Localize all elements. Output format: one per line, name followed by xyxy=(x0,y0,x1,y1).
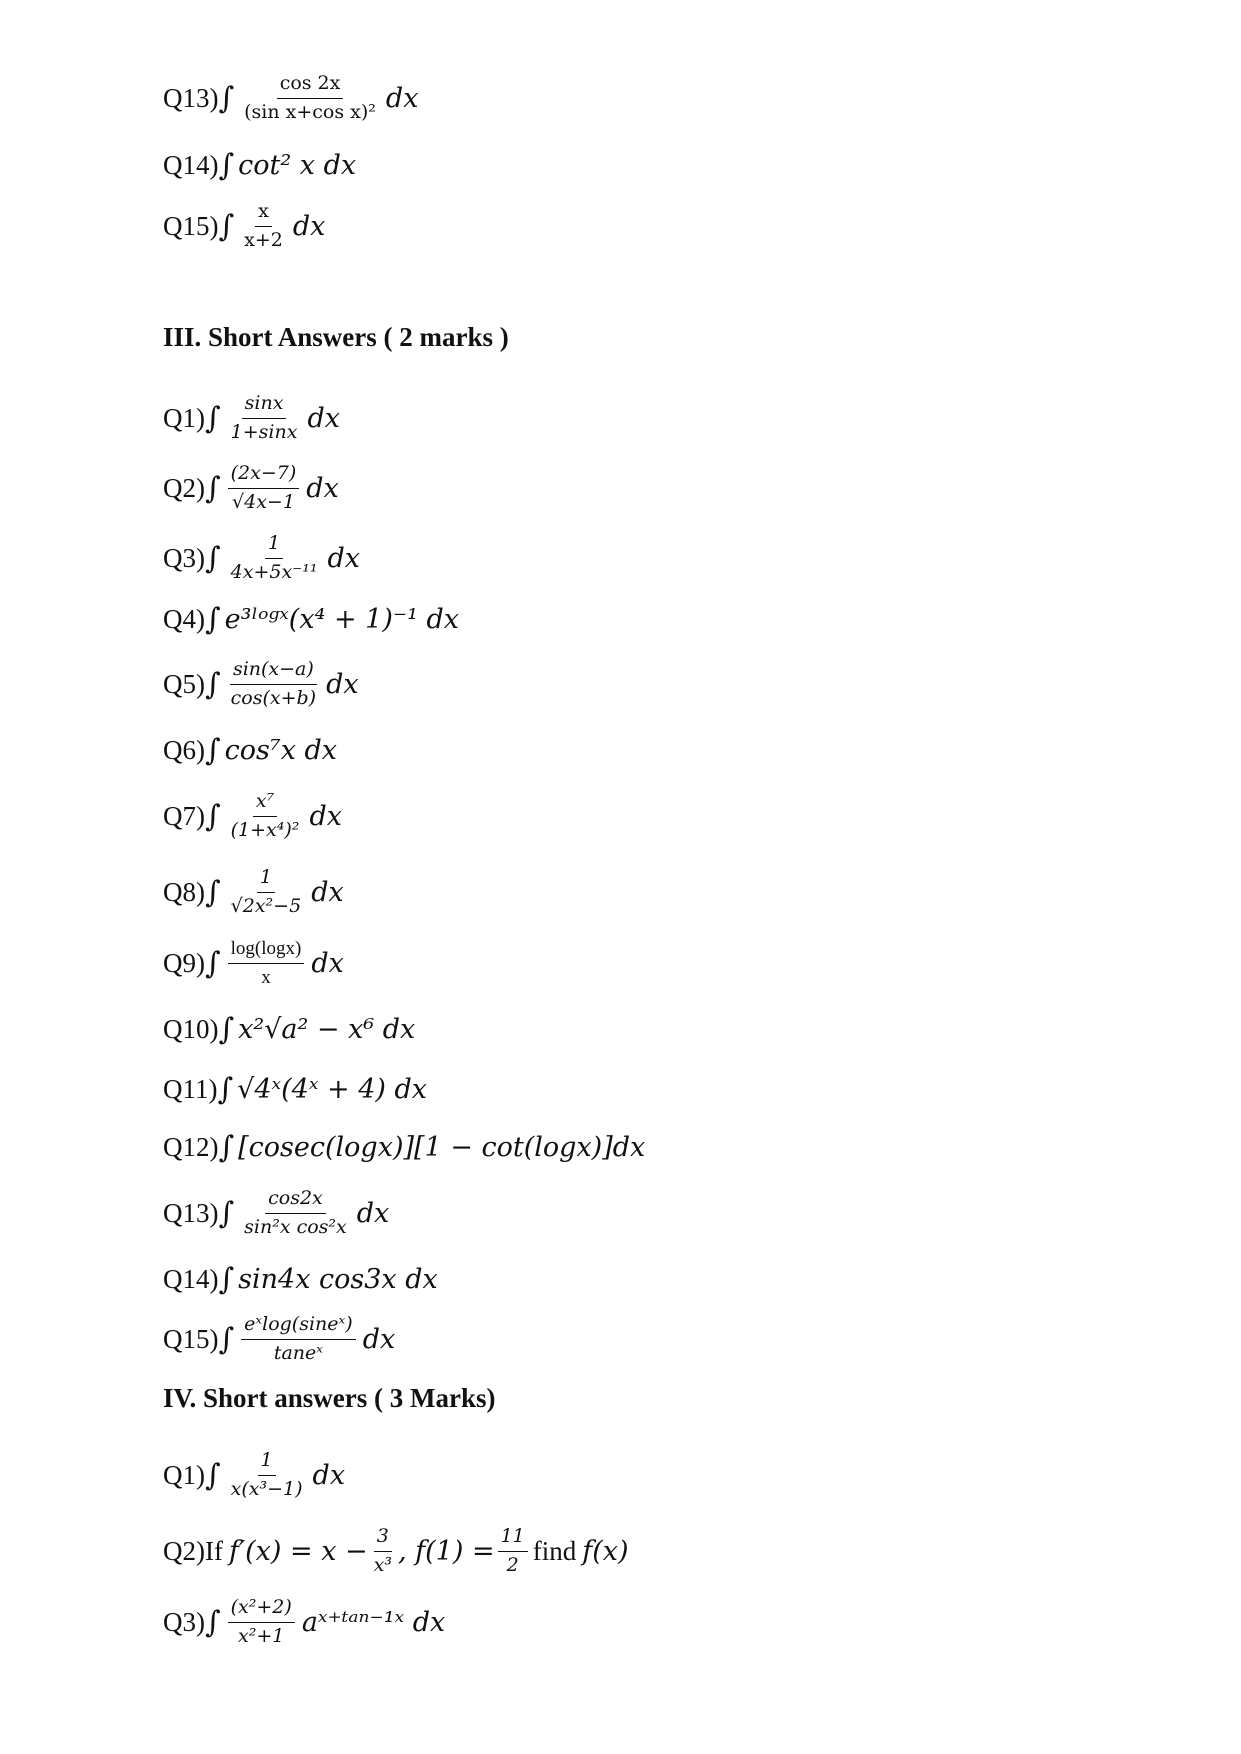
numerator: 3 xyxy=(374,1525,392,1552)
question-s3-q10 xyxy=(163,1012,415,1047)
integral-sign: ∫ xyxy=(218,1130,235,1165)
integral-sign: ∫ xyxy=(205,1604,221,1640)
differential: dx xyxy=(306,472,339,504)
integrand: cot² x dx xyxy=(238,150,357,181)
expression-condition: , f(1) = xyxy=(397,1535,495,1567)
differential: dx xyxy=(385,82,419,114)
numerator: sin(x−a) xyxy=(230,658,317,685)
denominator: (sin x+cos x)² xyxy=(244,100,376,123)
fraction xyxy=(228,392,301,445)
denominator: 1+sinx xyxy=(230,420,298,443)
question-label: Q4) xyxy=(163,604,205,634)
numerator: 1 xyxy=(258,1449,276,1476)
differential: dx xyxy=(311,876,344,908)
denominator: √4x−1 xyxy=(232,490,295,513)
integral-sign: ∫ xyxy=(205,798,221,834)
question-s3-q7 xyxy=(163,790,342,843)
question-s2-q13 xyxy=(163,72,418,125)
expression-target: f(x) xyxy=(582,1535,629,1567)
numerator: x⁷ xyxy=(253,790,277,817)
integral-sign: ∫ xyxy=(218,1012,235,1047)
numerator: 11 xyxy=(498,1525,528,1552)
numerator: x xyxy=(255,200,272,227)
numerator: cos2x xyxy=(265,1187,326,1214)
differential: dx xyxy=(309,800,342,832)
question-s3-q14 xyxy=(163,1262,438,1297)
numerator: 1 xyxy=(257,866,275,893)
find-word: find xyxy=(532,1535,577,1566)
section-heading-3: III. Short Answers ( 2 marks ) xyxy=(163,322,509,352)
question-s4-q1 xyxy=(163,1449,345,1502)
question-s3-q4 xyxy=(163,602,459,637)
question-label: Q14) xyxy=(163,150,219,180)
numerator: cos 2x xyxy=(277,72,344,99)
question-s4-q3 xyxy=(163,1596,445,1649)
question-s3-q5 xyxy=(163,658,359,711)
question-s2-q15 xyxy=(163,200,325,253)
fraction xyxy=(228,658,319,711)
integrand: x²√a² − x⁶ dx xyxy=(238,1014,416,1045)
fraction xyxy=(228,532,321,585)
fraction xyxy=(228,1449,306,1502)
integral-sign: ∫ xyxy=(205,602,221,637)
question-s3-q11 xyxy=(163,1072,427,1107)
question-label: Q9) xyxy=(163,947,205,978)
question-label: Q10) xyxy=(163,1014,219,1044)
denominator: (1+x⁴)² xyxy=(230,818,300,841)
question-s3-q6 xyxy=(163,733,337,768)
integrand: √4ˣ(4ˣ + 4) dx xyxy=(237,1074,427,1105)
integral-sign: ∫ xyxy=(205,540,221,576)
question-label: Q15) xyxy=(163,210,219,241)
differential: dx xyxy=(326,668,359,700)
numerator: (x²+2) xyxy=(228,1596,295,1623)
integral-sign: ∫ xyxy=(218,148,235,183)
denominator: x+2 xyxy=(244,228,283,251)
question-label: Q3) xyxy=(163,1606,205,1637)
fraction xyxy=(228,866,305,919)
question-s3-q3 xyxy=(163,532,360,585)
differential: dx xyxy=(362,1323,396,1355)
denominator: x²+1 xyxy=(238,1624,285,1647)
question-label: Q5) xyxy=(163,668,205,699)
fraction-value xyxy=(498,1525,528,1578)
differential: dx xyxy=(356,1197,390,1229)
integral-sign: ∫ xyxy=(205,400,221,436)
fraction xyxy=(241,72,379,125)
integrand: cos⁷x dx xyxy=(224,735,338,766)
question-label: Q3) xyxy=(163,542,205,573)
integral-sign: ∫ xyxy=(205,733,221,768)
differential: dx xyxy=(327,542,360,574)
integral-sign: ∫ xyxy=(217,1072,234,1107)
integrand-tail: aˣ⁺ᵗᵃⁿ⁻¹ˣ dx xyxy=(301,1606,446,1638)
numerator: eˣlog(sineˣ) xyxy=(241,1313,356,1340)
fraction xyxy=(228,937,305,990)
denominator: 4x+5x⁻¹¹ xyxy=(230,560,318,583)
denominator: √2x²−5 xyxy=(230,894,302,917)
question-label: Q7) xyxy=(163,800,205,831)
question-label: Q11) xyxy=(163,1074,218,1104)
denominator: x³ xyxy=(373,1553,392,1576)
question-label: Q15) xyxy=(163,1323,219,1354)
question-s3-q2 xyxy=(163,462,339,515)
fraction xyxy=(371,1525,395,1578)
integral-sign: ∫ xyxy=(205,470,221,506)
question-label: Q2)If xyxy=(163,1535,223,1566)
fraction xyxy=(241,200,286,253)
integral-sign: ∫ xyxy=(218,208,235,244)
integral-sign: ∫ xyxy=(218,1321,235,1357)
integrand: [cosec(logx)][1 − cot(logx)]dx xyxy=(238,1132,646,1163)
numerator: 1 xyxy=(265,532,283,559)
integral-sign: ∫ xyxy=(205,666,221,702)
integral-sign: ∫ xyxy=(205,874,221,910)
differential: dx xyxy=(312,1459,346,1491)
fraction xyxy=(228,462,300,515)
question-label: Q8) xyxy=(163,876,205,907)
fraction xyxy=(228,1596,295,1649)
question-label: Q1) xyxy=(163,402,205,433)
question-s2-q14 xyxy=(163,148,356,183)
integral-sign: ∫ xyxy=(218,1262,235,1297)
question-label: Q2) xyxy=(163,472,205,503)
fraction xyxy=(241,1313,356,1366)
expression-derivative: f′(x) = x − xyxy=(228,1535,368,1567)
integral-sign: ∫ xyxy=(205,1457,221,1493)
question-label: Q1) xyxy=(163,1459,205,1490)
denominator: cos(x+b) xyxy=(230,686,317,709)
question-s3-q8 xyxy=(163,866,344,919)
denominator: taneˣ xyxy=(273,1341,324,1364)
question-s3-q1 xyxy=(163,392,340,445)
integral-sign: ∫ xyxy=(205,945,221,981)
question-s3-q15 xyxy=(163,1313,395,1366)
fraction xyxy=(241,1187,350,1240)
question-label: Q14) xyxy=(163,1264,219,1294)
numerator: log(logx) xyxy=(228,937,305,964)
question-label: Q12) xyxy=(163,1132,219,1162)
question-s3-q12 xyxy=(163,1130,645,1165)
question-label: Q6) xyxy=(163,735,205,765)
section-heading-4: IV. Short answers ( 3 Marks) xyxy=(163,1383,496,1413)
denominator: sin²x cos²x xyxy=(244,1215,347,1238)
differential: dx xyxy=(307,402,340,434)
question-label: Q13) xyxy=(163,1197,219,1228)
integral-sign: ∫ xyxy=(218,80,235,116)
integrand: e³ˡᵒᵍˣ(x⁴ + 1)⁻¹ dx xyxy=(224,604,460,635)
integral-sign: ∫ xyxy=(218,1195,235,1231)
question-s3-q9 xyxy=(163,937,344,990)
differential: dx xyxy=(292,210,326,242)
denominator: x(x³−1) xyxy=(230,1477,303,1500)
differential: dx xyxy=(311,947,344,979)
question-s3-q13 xyxy=(163,1187,389,1240)
fraction xyxy=(228,790,303,843)
numerator: sinx xyxy=(242,392,287,419)
question-s4-q2 xyxy=(163,1525,629,1578)
integrand: sin4x cos3x dx xyxy=(238,1264,438,1295)
denominator: x xyxy=(261,966,271,988)
numerator: (2x−7) xyxy=(228,462,300,489)
question-label: Q13) xyxy=(163,82,219,113)
denominator: 2 xyxy=(506,1553,519,1576)
